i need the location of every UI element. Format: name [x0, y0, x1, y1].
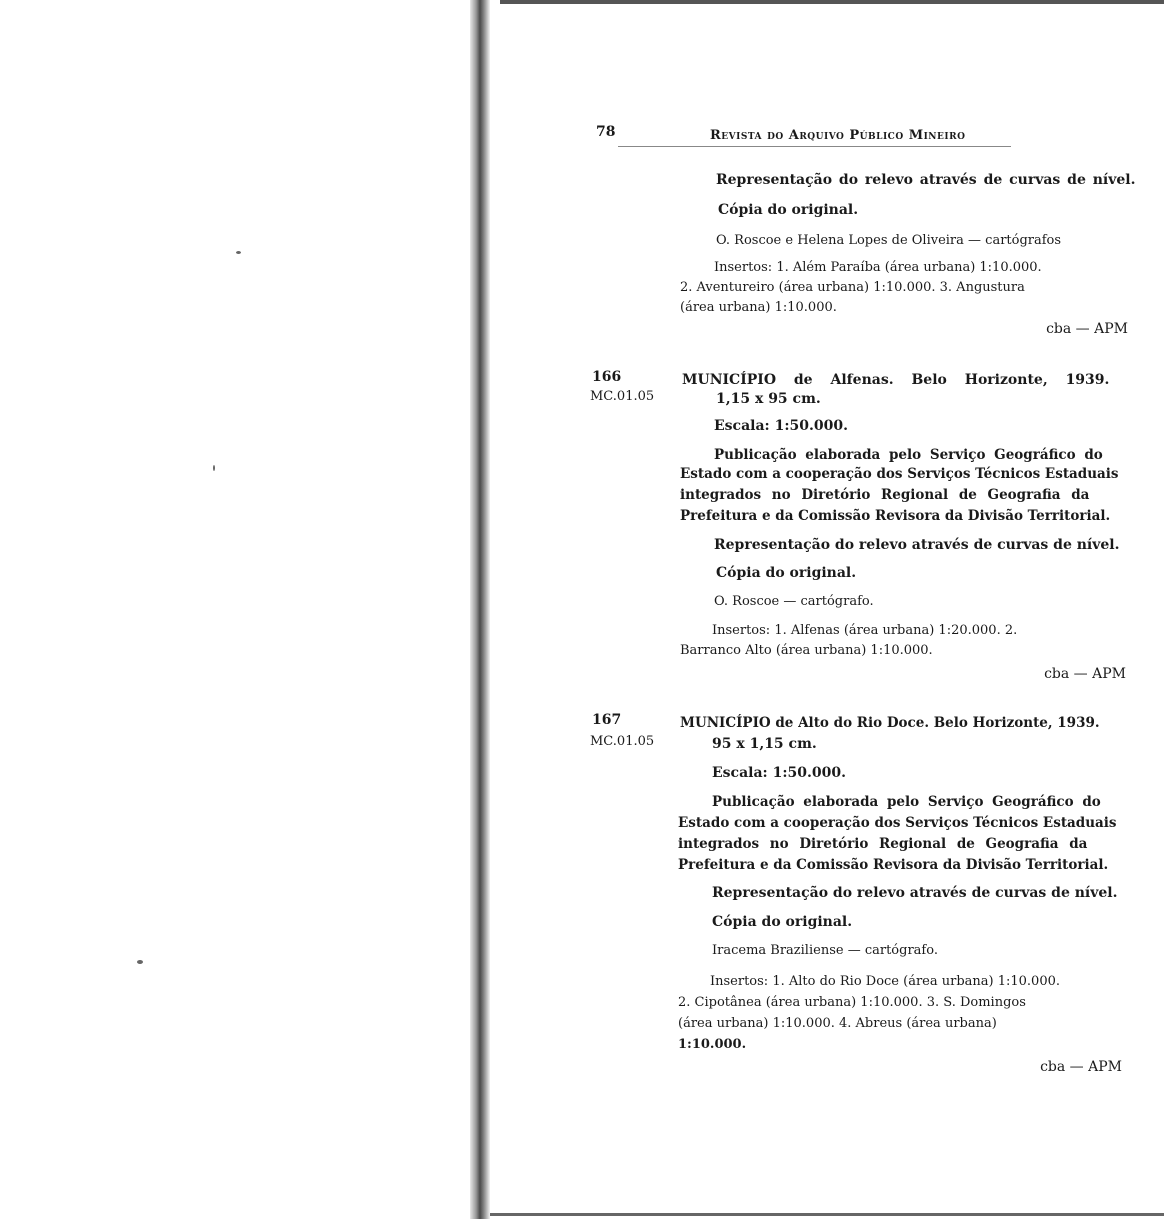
entry-167-authors: Iracema Braziliense — cartógrafo. — [712, 943, 938, 958]
entry-166-number: 166 — [592, 369, 622, 385]
entry-167-pub-4: Prefeitura e da Comissão Revisora da Divisão Territorial. — [678, 857, 1109, 873]
scan-speck — [236, 251, 241, 254]
prev-insertos-2: 2. Aventureiro (área urbana) 1:10.000. 3. Angustura — [680, 280, 1025, 295]
entry-167-number: 167 — [592, 712, 622, 728]
entry-167-copy: Cópia do original. — [712, 914, 853, 930]
prev-insertos-3: (área urbana) 1:10.000. — [680, 300, 837, 315]
page-number: 78 — [596, 124, 616, 140]
entry-166-code: MC.01.05 — [590, 389, 655, 404]
running-head: Revista do Arquivo Público Mineiro — [710, 128, 966, 143]
entry-166-authors: O. Roscoe — cartógrafo. — [714, 594, 874, 609]
entry-166-title: MUNICÍPIO de Alfenas. Belo Horizonte, 1939. — [682, 372, 1110, 388]
entry-167-title: MUNICÍPIO de Alto do Rio Doce. Belo Horizonte, 1939. — [680, 715, 1100, 731]
entry-167-relief: Representação do relevo através de curvas de nível. — [712, 885, 1118, 901]
entry-167-dimensions: 95 x 1,15 cm. — [712, 736, 817, 752]
entry-166-relief: Representação do relevo através de curvas de nível. — [714, 537, 1120, 553]
entry-166-pub-1: Publicação elaborada pelo Serviço Geográfico do — [714, 447, 1103, 463]
entry-167-insertos-4: 1:10.000. — [678, 1037, 747, 1052]
entry-166-pub-4: Prefeitura e da Comissão Revisora da Divisão Territorial. — [680, 508, 1111, 524]
entry-166-insertos-2: Barranco Alto (área urbana) 1:10.000. — [680, 643, 933, 658]
entry-167-insertos-1: Insertos: 1. Alto do Rio Doce (área urbana) 1:10.000. — [710, 974, 1060, 989]
scan-speck — [213, 465, 215, 471]
prev-source: cba — APM — [1046, 321, 1128, 337]
entry-167-pub-2: Estado com a cooperação dos Serviços Técnicos Estaduais — [678, 815, 1117, 831]
entry-166-copy: Cópia do original. — [716, 565, 857, 581]
entry-166-insertos-1: Insertos: 1. Alfenas (área urbana) 1:20.000. 2. — [712, 623, 1018, 638]
entry-166-source: cba — APM — [1044, 666, 1126, 682]
entry-167-insertos-3: (área urbana) 1:10.000. 4. Abreus (área urbana) — [678, 1016, 997, 1031]
entry-167-source: cba — APM — [1040, 1059, 1122, 1075]
header-rule — [618, 146, 1011, 147]
book-spine — [470, 0, 490, 1219]
page-bottom-edge — [490, 1213, 1164, 1216]
entry-166-scale: Escala: 1:50.000. — [714, 418, 848, 434]
entry-167-scale: Escala: 1:50.000. — [712, 765, 846, 781]
prev-relief: Representação do relevo através de curvas de nível. — [716, 172, 1136, 188]
prev-copy: Cópia do original. — [718, 202, 859, 218]
entry-166-dimensions: 1,15 x 95 cm. — [716, 391, 821, 407]
entry-166-pub-3: integrados no Diretório Regional de Geografia da — [680, 487, 1090, 503]
scan-speck — [137, 960, 143, 964]
entry-167-pub-1: Publicação elaborada pelo Serviço Geográfico do — [712, 794, 1101, 810]
entry-167-pub-3: integrados no Diretório Regional de Geografia da — [678, 836, 1088, 852]
entry-167-code: MC.01.05 — [590, 734, 655, 749]
entry-167-insertos-2: 2. Cipotânea (área urbana) 1:10.000. 3. S. Domingos — [678, 995, 1026, 1010]
page-top-edge — [500, 0, 1164, 4]
entry-166-pub-2: Estado com a cooperação dos Serviços Técnicos Estaduais — [680, 466, 1119, 482]
prev-insertos-1: Insertos: 1. Além Paraíba (área urbana) 1:10.000. — [714, 260, 1042, 275]
prev-authors: O. Roscoe e Helena Lopes de Oliveira — cartógrafos — [716, 233, 1062, 248]
